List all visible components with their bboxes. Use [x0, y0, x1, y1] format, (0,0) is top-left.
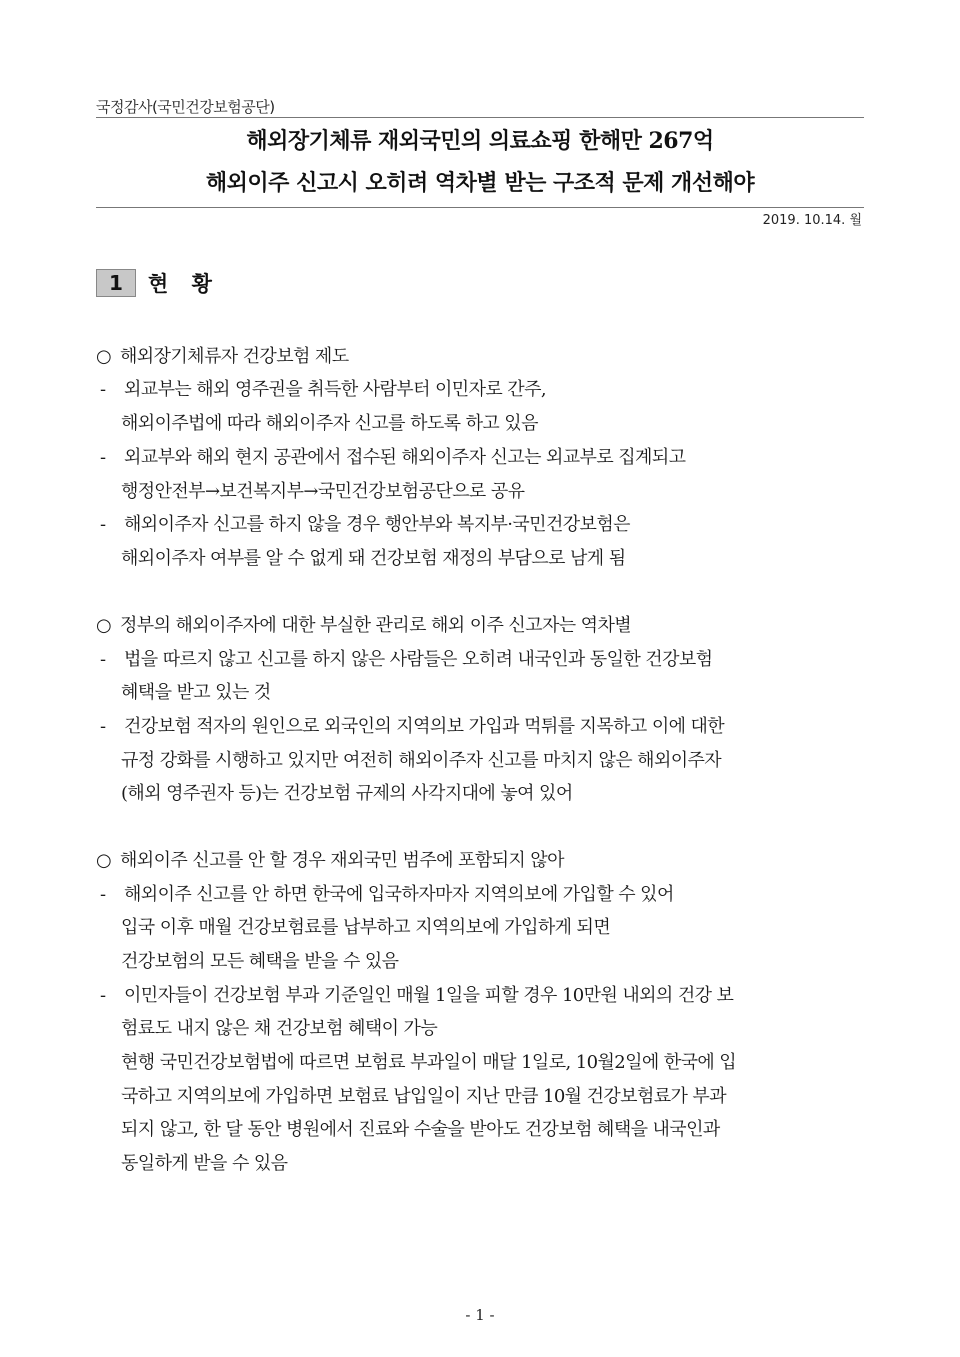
- block-1-line-5: - 해외이주자 신고를 하지 않을 경우 행안부와 복지부·국민건강보험은: [100, 514, 630, 535]
- block-2-line-5: (해외 영주권자 등)는 건강보험 규제의 사각지대에 놓여 있어: [121, 783, 573, 804]
- dash-bullet-icon: -: [100, 649, 106, 670]
- dash-bullet-icon: -: [100, 514, 106, 535]
- header-bottom-rule: [96, 207, 864, 208]
- dash-bullet-icon: -: [100, 716, 106, 737]
- block-3-line-3: 건강보험의 모든 혜택을 받을 수 있음: [121, 951, 399, 972]
- block-2-line-1: - 법을 따르지 않고 신고를 하지 않은 사람들은 오히려 내국인과 동일한 건강보험: [100, 649, 713, 670]
- block-3-line-8: 되지 않고, 한 달 동안 병원에서 진료와 수술을 받아도 건강보험 혜택을 내국인과: [121, 1119, 720, 1140]
- block-1-line-1: - 외교부는 해외 영주권을 취득한 사람부터 이민자로 간주,: [100, 379, 546, 400]
- block-1-line-4: 행정안전부→보건복지부→국민건강보험공단으로 공유: [121, 481, 525, 502]
- title-line-2: 해외이주 신고시 오히려 역차별 받는 구조적 문제 개선해야: [205, 170, 755, 196]
- block-3-line-7: 국하고 지역의보에 가입하면 보험료 납입일이 지난 만큼 10월 건강보험료가 부과: [121, 1086, 727, 1107]
- section-heading: [96, 268, 220, 298]
- block-2-heading: ○ 정부의 해외이주자에 대한 부실한 관리로 해외 이주 신고자는 역차별: [96, 615, 632, 636]
- block-2-line-3: - 건강보험 적자의 원인으로 외국인의 지역의보 가입과 먹튀를 지목하고 이에 대한: [100, 716, 725, 737]
- dash-bullet-icon: -: [100, 884, 106, 905]
- section-title: 현 황: [148, 272, 220, 296]
- dash-bullet-icon: -: [100, 447, 106, 468]
- circle-bullet-icon: ○: [96, 615, 112, 636]
- block-2-line-4: 규정 강화를 시행하고 있지만 여전히 해외이주자 신고를 마치지 않은 해외이주자: [121, 750, 722, 771]
- block-1-line-3: - 외교부와 해외 현지 공관에서 접수된 해외이주자 신고는 외교부로 집계되고: [100, 447, 686, 468]
- block-3-heading: ○ 해외이주 신고를 안 할 경우 재외국민 범주에 포함되지 않아: [96, 850, 564, 871]
- block-3-line-4: - 이민자들이 건강보험 부과 기준일인 매월 1일을 피할 경우 10만원 내외의 건강 보: [100, 985, 734, 1006]
- block-1-line-6: 해외이주자 여부를 알 수 없게 돼 건강보험 재정의 부담으로 남게 됨: [121, 548, 626, 569]
- document-date: 2019. 10.14. 월: [762, 213, 862, 228]
- block-3-line-5: 험료도 내지 않은 채 건강보험 혜택이 가능: [121, 1018, 438, 1039]
- block-3-line-9: 동일하게 받을 수 있음: [121, 1153, 288, 1174]
- header-top-rule: [96, 117, 864, 118]
- header-label: 국정감사(국민건강보험공단): [96, 98, 275, 116]
- block-3-line-1: - 해외이주 신고를 안 하면 한국에 입국하자마자 지역의보에 가입할 수 있어: [100, 884, 674, 905]
- circle-bullet-icon: ○: [96, 346, 112, 367]
- block-3-line-6: 현행 국민건강보험법에 따르면 보험료 부과일이 매달 1일로, 10월2일에 한국에 입: [121, 1052, 737, 1073]
- title-line-1: 해외장기체류 재외국민의 의료쇼핑 한해만 267억: [246, 128, 714, 154]
- block-1-heading: ○ 해외장기체류자 건강보험 제도: [96, 346, 349, 367]
- block-3-line-2: 입국 이후 매월 건강보험료를 납부하고 지역의보에 가입하게 되면: [121, 917, 611, 938]
- dash-bullet-icon: -: [100, 379, 106, 400]
- block-2-line-2: 혜택을 받고 있는 것: [121, 682, 271, 703]
- page-number: - 1 -: [465, 1306, 495, 1324]
- section-number-box: 1: [96, 269, 136, 297]
- block-1-line-2: 해외이주법에 따라 해외이주자 신고를 하도록 하고 있음: [121, 413, 538, 434]
- circle-bullet-icon: ○: [96, 850, 112, 871]
- dash-bullet-icon: -: [100, 985, 106, 1006]
